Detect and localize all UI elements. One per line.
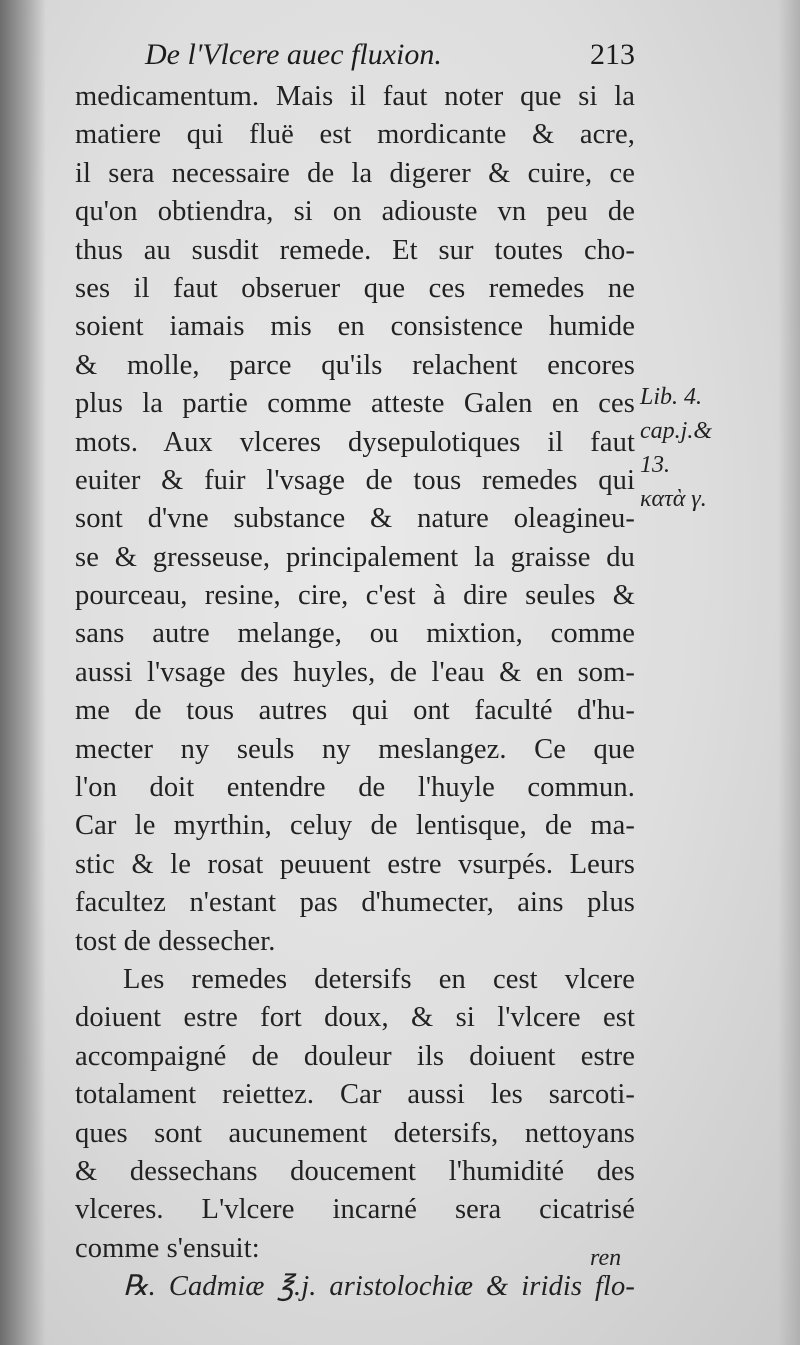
page-edge-shadow (778, 0, 800, 1345)
body-text (75, 78, 635, 1307)
text-line: facultez n'estant pas d'humecter, ains plus (75, 887, 635, 919)
margin-note (640, 380, 780, 516)
text-line: pourceau, resine, cire, c'est à dire seules & (75, 580, 635, 612)
text-line: comme s'ensuit: (75, 1232, 260, 1264)
text-line: thus au susdit remede. Et sur toutes cho- (75, 234, 635, 266)
text-line: & dessechans doucement l'humidité des (75, 1155, 635, 1187)
text-line: doiuent estre fort doux, & si l'vlcere est (75, 1002, 635, 1034)
text-line: sans autre melange, ou mixtion, comme (75, 618, 635, 650)
text-line: l'on doit entendre de l'huyle commun. (75, 772, 635, 804)
text-line: vlceres. L'vlcere incarné sera cicatrisé (75, 1194, 635, 1226)
text-line: plus la partie comme atteste Galen en ces (75, 388, 635, 420)
running-title: De l'Vlcere auec fluxion. (145, 38, 442, 71)
text-line: totalament reiettez. Car aussi les sarcoti- (75, 1079, 635, 1111)
text-line: matiere qui fluë est mordicante & acre, (75, 119, 635, 151)
text-line: mots. Aux vlceres dysepulotiques il faut (75, 426, 635, 458)
running-header (145, 38, 635, 78)
text-line: sont d'vne substance & nature oleagineu- (75, 503, 635, 535)
margin-note-line: cap.j.& (640, 418, 712, 444)
margin-note-line: κατὰ γ. (640, 486, 707, 512)
recipe-line: ℞. Cadmiæ ℥.j. aristolochiæ & iridis flo- (123, 1271, 635, 1303)
page-number: 213 (590, 38, 635, 71)
text-line: medicamentum. Mais il faut noter que si la (75, 81, 635, 112)
text-line: aussi l'vsage des huyles, de l'eau & en som- (75, 656, 635, 688)
text-line: ques sont aucunement detersifs, nettoyans (75, 1117, 635, 1149)
text-line: & molle, parce qu'ils relachent encores (75, 349, 635, 381)
margin-note-line: 13. (640, 452, 670, 478)
text-line: se & gresseuse, principalement la graisse du (75, 541, 635, 573)
text-line: mecter ny seuls ny meslangez. Ce que (75, 733, 635, 765)
text-line: tost de dessecher. (75, 925, 276, 957)
text-line: il sera necessaire de la digerer & cuire, ce (75, 157, 635, 189)
text-line: me de tous autres qui ont faculté d'hu- (75, 695, 635, 727)
paragraph-start-line: Les remedes detersifs en cest vlcere (123, 963, 635, 995)
text-line: qu'on obtiendra, si on adiouste vn peu de (75, 196, 635, 228)
text-line: ses il faut obseruer que ces remedes ne (75, 272, 635, 304)
text-line: Car le myrthin, celuy de lentisque, de ma- (75, 810, 635, 842)
page-gutter-shadow (0, 0, 46, 1345)
catchword: ren (590, 1245, 622, 1271)
text-line: euiter & fuir l'vsage de tous remedes qui (75, 464, 635, 496)
text-line: accompaigné de douleur ils doiuent estre (75, 1040, 635, 1072)
margin-note-line: Lib. 4. (640, 384, 703, 410)
text-line: stic & le rosat peuuent estre vsurpés. Leurs (75, 848, 635, 880)
text-line: soient iamais mis en consistence humide (75, 311, 635, 343)
